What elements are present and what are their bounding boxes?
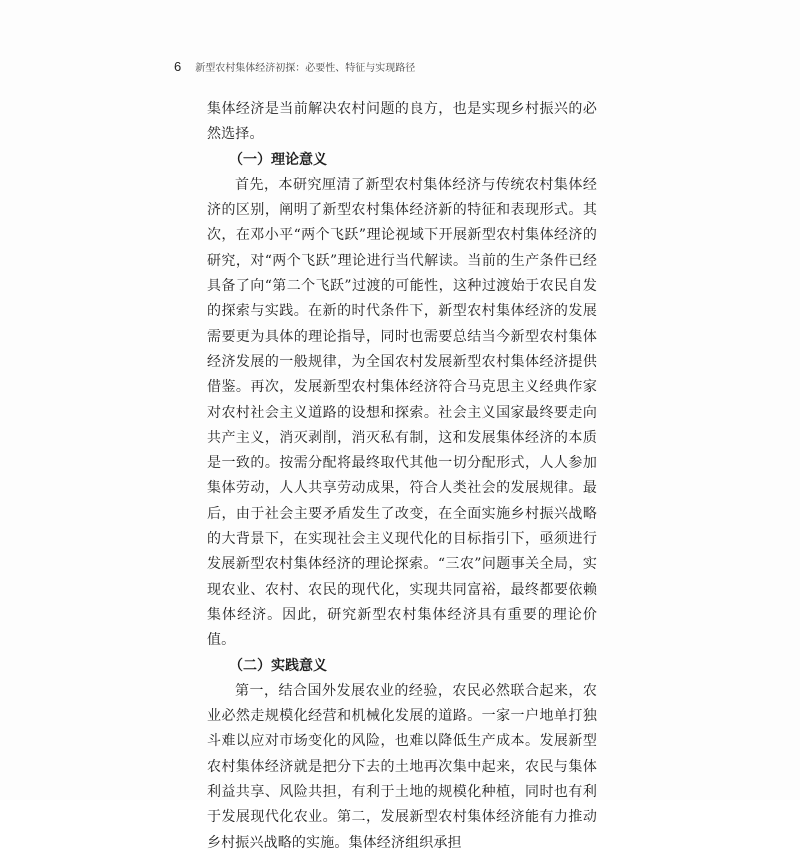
running-header xyxy=(174,59,415,74)
section-heading-theory: （一）理论意义 xyxy=(229,151,327,168)
intro-paragraph: 集体经济是当前解决农村问题的良方，也是实现乡村振兴的必然选择。 xyxy=(207,101,597,143)
theory-paragraph: 首先，本研究厘清了新型农村集体经济与传统农村集体经济的区别，阐明了新型农村集体经济新的特征和表现形式。其次，在邓小平“两个飞跃”理论视域下开展新型农村集体经济的研究，对“两个飞跃”理论进行当代解读。当前的生产条件已经具备了向“第二个飞跃”过渡的可能性，这种过渡始于农民自发的探索与实践。在新的时代条件下，新型农村集体经济的发展需要更为具体的理论指导，同时也需要总结当今新型农村集体经济发展的一般规律，为全国农村发展新型农村集体经济提供借鉴。再次，发展新型农村集体经济符合马克思主义经典作家对农村社会主义道路的设想和探索。社会主义国家最终要走向共产主义，消灭剥削，消灭私有制，这和发展集体经济的本质是一致的。按需分配将最终取代其他一切分配形式，人人参加集体劳动，人人共享劳动成果，符合人类社会的发展规律。最后，由于社会主要矛盾发生了改变，在全面实施乡村振兴战略的大背景下，在实现社会主义现代化的目标指引下，亟须进行发展新型农村集体经济的理论探索。“三农”问题事关全局，实现农业、农村、农民的现代化，实现共同富裕，最终都要依赖集体经济。因此，研究新型农村集体经济具有重要的理论价值。 xyxy=(207,176,597,649)
section-heading-practice: （二）实践意义 xyxy=(229,657,327,674)
running-header-title: 新型农村集体经济初探：必要性、特征与实现路径 xyxy=(195,63,416,74)
practice-paragraph: 第一，结合国外发展农业的经验，农民必然联合起来，农业必然走规模化经营和机械化发展的道路。一家一户地单打独斗难以应对市场变化的风险，也难以降低生产成本。发展新型农村集体经济就是把分下去的土地再次集中起来，农民与集体利益共享、风险共担，有利于土地的规模化种植，同时也有利于发展现代化农业。第二，发展新型农村集体经济能有力推动乡村振兴战略的实施。集体经济组织承担 xyxy=(207,682,597,851)
page-number: 6 xyxy=(174,59,182,74)
page-body xyxy=(207,97,597,856)
